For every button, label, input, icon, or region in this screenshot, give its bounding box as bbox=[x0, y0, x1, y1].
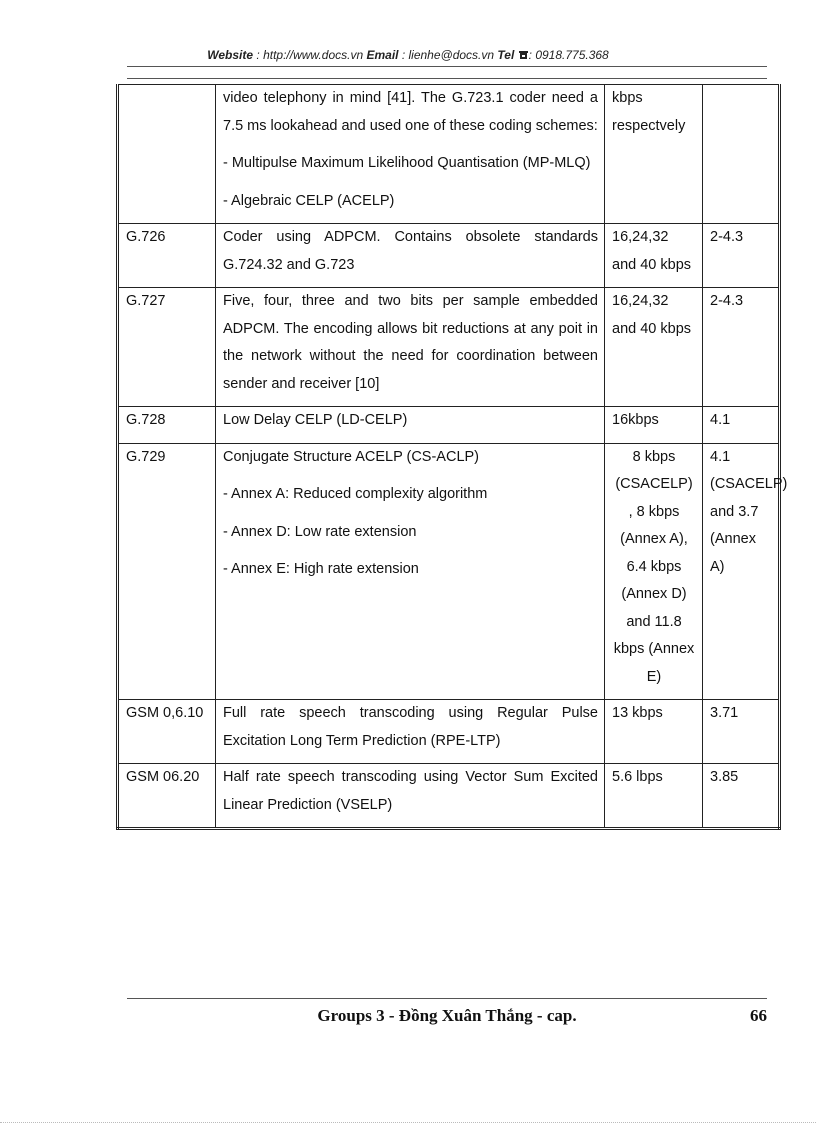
description-paragraph: Low Delay CELP (LD-CELP) bbox=[223, 412, 408, 428]
mos-cell: 4.1 bbox=[703, 407, 780, 444]
mos-cell: 2-4.3 bbox=[703, 288, 780, 407]
standard-cell: G.727 bbox=[118, 288, 216, 407]
table-row bbox=[118, 443, 780, 700]
description-paragraph: - Annex A: Reduced complexity algorithm bbox=[223, 486, 488, 502]
description-paragraph: - Annex E: High rate extension bbox=[223, 561, 419, 577]
website-url[interactable]: http://www.docs.vn bbox=[263, 48, 364, 62]
header-divider-top bbox=[127, 66, 767, 67]
bitrate-cell: 16,24,32 and 40 kbps bbox=[605, 224, 703, 288]
table-row bbox=[118, 764, 780, 829]
description-cell bbox=[216, 288, 605, 407]
description-paragraph: - Algebraic CELP (ACELP) bbox=[223, 192, 395, 209]
table-row bbox=[118, 288, 780, 407]
bitrate-cell: 8 kbps (CSACELP) , 8 kbps (Annex A), 6.4 kbps (Annex D) and 11.8 kbps (Annex E) bbox=[605, 443, 703, 700]
tel-label: Tel bbox=[497, 48, 515, 62]
standard-cell bbox=[118, 85, 216, 224]
email-label: Email bbox=[366, 48, 399, 62]
standard-cell: GSM 0,6.10 bbox=[118, 700, 216, 764]
bitrate-cell: 5.6 lbps bbox=[605, 764, 703, 829]
table-row bbox=[118, 407, 780, 444]
mos-cell: 2-4.3 bbox=[703, 224, 780, 288]
codec-table bbox=[116, 84, 788, 830]
codec-table-body bbox=[118, 85, 788, 829]
header-divider-bottom bbox=[127, 78, 767, 79]
description-paragraph: - Annex D: Low rate extension bbox=[223, 523, 417, 540]
table-row bbox=[118, 85, 780, 224]
tel-number: : 0918.775.368 bbox=[528, 48, 609, 62]
description-paragraph: Conjugate Structure ACELP (CS-ACLP) bbox=[223, 448, 480, 465]
bitrate-cell: 16kbps bbox=[605, 407, 703, 444]
website-label: Website bbox=[207, 48, 254, 62]
mos-cell: 3.71 bbox=[703, 700, 780, 764]
description-paragraph: Coder using ADPCM. Contains obsolete standards G.724.32 and G.723 bbox=[223, 229, 598, 273]
description-paragraph: Five, four, three and two bits per sample embedded ADPCM. The encoding allows bit reductions at any poit in the network without the need for coordination between sender and receiver [10] bbox=[223, 293, 598, 392]
page-header bbox=[0, 48, 816, 62]
mos-cell: 4.1 (CSACELP) and 3.7 (Annex A) bbox=[703, 443, 780, 700]
description-paragraph: - Multipulse Maximum Likelihood Quantisation (MP-MLQ) bbox=[223, 155, 591, 171]
table-row bbox=[118, 700, 780, 764]
standard-cell: GSM 06.20 bbox=[118, 764, 216, 829]
bitrate-cell: 13 kbps bbox=[605, 700, 703, 764]
footer-group-text: Groups 3 - Đồng Xuân Thắng - cap. bbox=[317, 1006, 577, 1025]
description-paragraph: Half rate speech transcoding using Vector Sum Excited Linear Prediction (VSELP) bbox=[223, 769, 598, 813]
website-separator: : bbox=[253, 48, 264, 62]
description-paragraph: Full rate speech transcoding using Regular Pulse Excitation Long Term Prediction (RPE-LTP) bbox=[223, 705, 598, 749]
email-address[interactable]: : lienhe@docs.vn bbox=[398, 48, 495, 62]
description-cell bbox=[216, 764, 605, 829]
description-cell bbox=[216, 85, 605, 224]
bitrate-cell: kbps respectvely bbox=[605, 85, 703, 224]
description-cell bbox=[216, 407, 605, 444]
phone-icon bbox=[518, 50, 529, 60]
bitrate-cell: 16,24,32 and 40 kbps bbox=[605, 288, 703, 407]
description-cell bbox=[216, 443, 605, 700]
page-number: 66 bbox=[750, 1006, 767, 1025]
description-paragraph: video telephony in mind [41]. The G.723.1 coder need a 7.5 ms lookahead and used one of these coding schemes: bbox=[223, 90, 598, 134]
footer-divider bbox=[127, 998, 767, 999]
mos-cell bbox=[703, 85, 780, 224]
description-cell bbox=[216, 700, 605, 764]
description-cell bbox=[216, 224, 605, 288]
mos-cell: 3.85 bbox=[703, 764, 780, 829]
standard-cell: G.728 bbox=[118, 407, 216, 444]
standard-cell: G.729 bbox=[118, 443, 216, 700]
table-row bbox=[118, 224, 780, 288]
standard-cell: G.726 bbox=[118, 224, 216, 288]
